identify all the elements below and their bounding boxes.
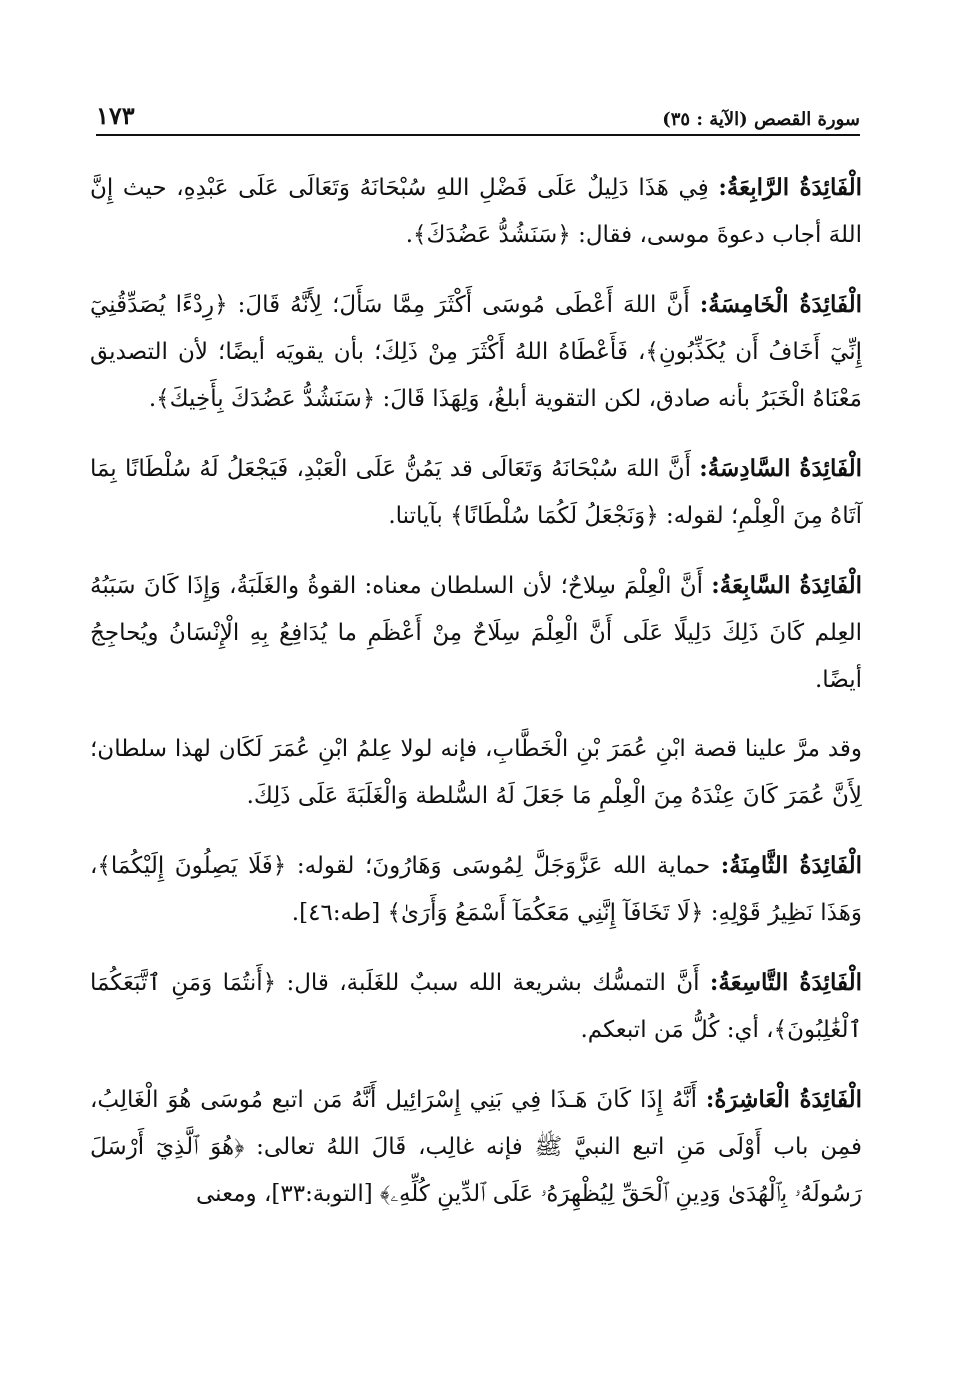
- paragraph-ibn-umar: [90, 726, 862, 820]
- paragraph-text: أَنَّ اللهَ أَعْطَى مُوسَى أَكْثَرَ مِمَّا سَأَلَ؛ لِأَنَّهُ قَالَ: ﴿رِدْءًا يُصَدِّقُنِيٓ إِنِّيٓ أَخَافُ أَن يُكَذِّبُونِ﴾، فَأَعْطَاهُ اللهُ أَكْثَرَ مِنْ ذَلِكَ؛ بأن يقويَه أيضًا؛ لأن التصديق مَعْنَاهُ الْخَبَرُ بأنه صادق، لكن التقوية أبلغُ، وَلِهَذَا قَالَ: ﴿سَنَشُدُّ عَضُدَكَ بِأَخِيكَ﴾.: [90, 292, 862, 412]
- paragraph-label: الْفَائِدَةُ الْعَاشِرَةُ:: [705, 1086, 863, 1113]
- paragraph-label: الْفَائِدَةُ السَّابِعَةُ:: [711, 572, 863, 599]
- paragraph-benefit-4: [90, 164, 862, 259]
- paragraph-label: الْفَائِدَةُ التَّاسِعَةُ:: [709, 969, 862, 996]
- paragraph-benefit-8: [90, 842, 862, 937]
- paragraph-text: حماية الله عَزَّوَجَلَّ لِمُوسَى وَهَارُونَ؛ لقوله: ﴿فَلَا يَصِلُونَ إِلَيْكُمَا﴾، وَهَذَا نَظِيرُ قَوْلِهِ: ﴿لَا تَخَافَآ إِنَّنِي مَعَكُمَآ أَسْمَعُ وَأَرَىٰ﴾ [طه:٤٦].: [90, 853, 862, 926]
- paragraph-benefit-10: [90, 1076, 862, 1218]
- paragraph-benefit-5: [90, 281, 862, 423]
- paragraph-label: الْفَائِدَةُ الْخَامِسَةُ:: [699, 291, 863, 318]
- paragraph-label: الْفَائِدَةُ السَّادِسَةُ:: [699, 455, 862, 482]
- paragraph-text: أَنَّهُ إِذَا كَانَ هَـذَا فِي بَنِي إِسْرَائِيل أَنَّهُ مَن اتبع مُوسَى هُوَ الْغَالِبُ، فمِن باب أَوْلَى مَنِ اتبع النبيَّ ﷺ فإنه غالِب، قَالَ اللهُ تعالى: ﴿هُوَ ٱلَّذِيٓ أَرْسَلَ رَسُولَهُۥ بِٱلْهُدَىٰ وَدِينِ ٱلْحَقِّ لِيُظْهِرَهُۥ عَلَى ٱلدِّينِ كُلِّهِۦ﴾ [التوبة:٣٣]، ومعنى: [90, 1087, 862, 1207]
- page-header: [96, 96, 860, 136]
- paragraph-text: أَنَّ التمسُّك بشريعة الله سببٌ للغَلَبة، قال: ﴿أَنتُمَا وَمَنِ ٱتَّبَعَكُمَا ٱلْغَٰلِبُونَ﴾، أي: كُلُّ مَن اتبعكم.: [90, 970, 862, 1043]
- paragraph-text: أَنَّ اللهَ سُبْحَانَهُ وَتَعَالَى قد يَمُنُّ عَلَى الْعَبْدِ، فَيَجْعَلُ لَهُ سُلْطَانًا بِمَا آتَاهُ مِنَ الْعِلْمِ؛ لقوله: ﴿وَنَجْعَلُ لَكُمَا سُلْطَانًا﴾ بآياتنا.: [90, 456, 862, 529]
- page-number: ١٧٣: [96, 101, 135, 130]
- paragraph-benefit-6: [90, 445, 862, 540]
- page-body: [90, 164, 862, 1240]
- paragraph-benefit-7: [90, 562, 862, 704]
- running-title: سورة القصص (الآية : ٣٥): [662, 109, 860, 130]
- paragraph-text: وقد مرَّ علينا قصة ابْنِ عُمَرَ بْنِ الْخَطَّابِ، فإنه لولا عِلمُ ابْنِ عُمَرَ لَكَان لهذا سلطان؛ لِأَنَّ عُمَرَ كَانَ عِنْدَهُ مِنَ الْعِلْمِ مَا جَعَلَ لَهُ السُّلطة وَالْغَلَبَةَ عَلَى ذَلِكَ.: [90, 736, 862, 809]
- paragraph-label: الْفَائِدَةُ الرَّابِعَةُ:: [718, 174, 863, 201]
- paragraph-label: الْفَائِدَةُ الثَّامِنَةُ:: [720, 852, 863, 879]
- paragraph-benefit-9: [90, 959, 862, 1054]
- paragraph-text: أَنَّ الْعِلْمَ سِلاحٌ؛ لأن السلطان معناه: القوةُ والغَلَبَةُ، وَإِذَا كَانَ سَبَبُهُ العِلم كَانَ ذَلِكَ دَلِيلًا عَلَى أَنَّ الْعِلْمَ سِلَاحٌ مِنْ أَعْظَمِ ما يُدَافِعُ بِهِ الْإِنْسَانُ ويُحاجِجُ أيضًا.: [90, 573, 862, 693]
- paragraph-text: فِي هَذَا دَلِيلٌ عَلَى فَضْلِ اللهِ سُبْحَانَهُ وَتَعَالَى عَلَى عَبْدِهِ، حيث إِنَّ اللهَ أجاب دعوةَ موسى، فقال: ﴿سَنَشُدُّ عَضُدَكَ﴾.: [90, 175, 862, 248]
